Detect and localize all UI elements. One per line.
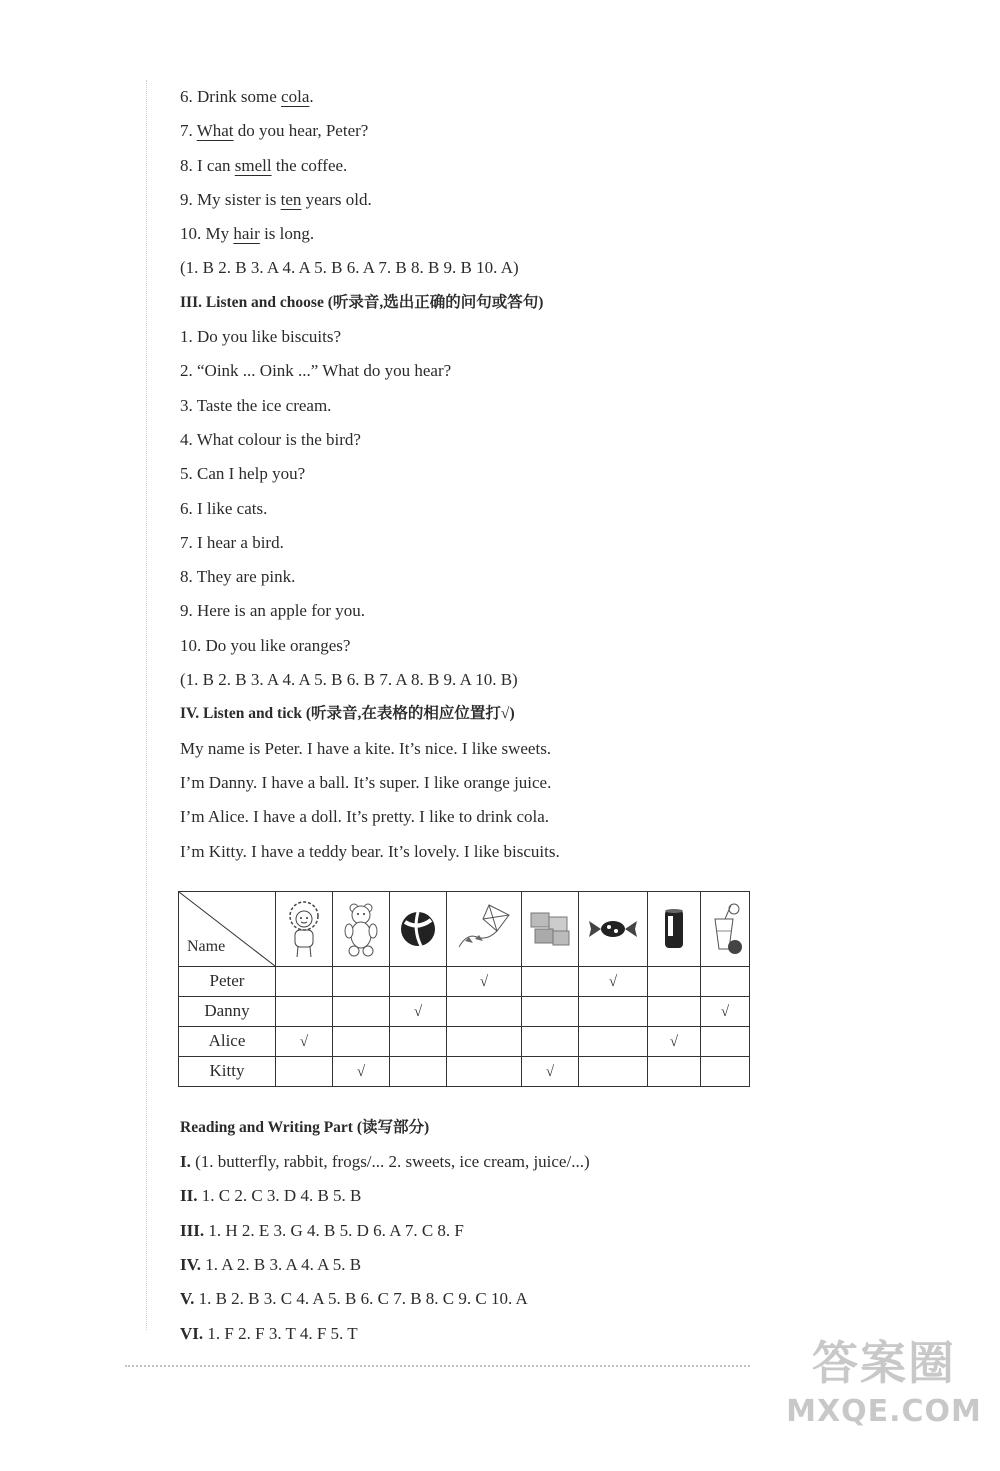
answer-line: [180, 1282, 780, 1316]
answer-key: (1. B 2. B 3. A 4. A 5. B 6. B 7. A 8. B 9. A 10. B): [180, 670, 518, 690]
list-item: [180, 114, 780, 148]
tick-cell: [522, 996, 579, 1026]
tick-cell: [447, 996, 522, 1026]
sweet-icon: [579, 891, 648, 966]
tick-cell: [447, 1056, 522, 1086]
list-item: 5. Can I help you?: [180, 464, 306, 484]
juice-icon: [701, 891, 750, 966]
underlined-word: ten: [280, 189, 302, 209]
tick-cell: [579, 1056, 648, 1086]
section-heading: Reading and Writing Part (读写部分): [180, 1118, 430, 1136]
tick-cell: [447, 966, 522, 996]
check-mark: √: [608, 974, 618, 991]
table-row: [179, 1026, 750, 1056]
tick-cell: [701, 1056, 750, 1086]
name-header-cell: [179, 891, 276, 966]
section-listen-and-tick: [180, 697, 780, 868]
list-item: 3. Taste the ice cream.: [180, 395, 332, 415]
list-item: 7. I hear a bird.: [180, 532, 284, 552]
table-header-row: [179, 891, 750, 966]
tick-table: [178, 891, 750, 1087]
tick-cell: [522, 1056, 579, 1086]
item-text: do you hear, Peter?: [233, 121, 369, 141]
item-text: 7.: [180, 121, 197, 141]
check-mark: √: [299, 1034, 309, 1051]
table-row: [179, 996, 750, 1026]
watermark-text-bottom: MXQE.COM: [786, 1394, 982, 1429]
transcript-line: I’m Danny. I have a ball. It’s super. I like orange juice.: [180, 772, 552, 792]
tick-cell: [579, 966, 648, 996]
list-item: 1. Do you like biscuits?: [180, 327, 342, 347]
item-text: is long.: [259, 224, 315, 244]
tick-cell: [333, 966, 390, 996]
list-item: 6. I like cats.: [180, 498, 268, 518]
tick-cell: [648, 1026, 701, 1056]
listening-part2-list: [180, 80, 780, 286]
answer-page: [180, 80, 780, 1351]
list-item: [180, 183, 780, 217]
footer-divider: [125, 1365, 750, 1367]
doll-icon: [276, 891, 333, 966]
tick-cell: [276, 966, 333, 996]
tick-cell: [276, 1026, 333, 1056]
tick-cell: [333, 1056, 390, 1086]
answer-key: (1. B 2. B 3. A 4. A 5. B 6. A 7. B 8. B 9. B 10. A): [180, 258, 519, 278]
tick-cell: [333, 996, 390, 1026]
answer-line: [180, 1317, 780, 1351]
tick-cell: [390, 1026, 447, 1056]
watermark-logo: [784, 1333, 984, 1463]
item-text: 10. My: [180, 224, 234, 244]
answer-number: II.: [180, 1186, 198, 1206]
tick-cell: [447, 1026, 522, 1056]
answer-number: III.: [180, 1220, 205, 1240]
list-item: 2. “Oink ... Oink ...” What do you hear?: [180, 361, 452, 381]
transcript-line: I’m Kitty. I have a teddy bear. It’s lovely. I like biscuits.: [180, 841, 560, 861]
tick-cell: [522, 966, 579, 996]
tick-cell: [701, 1026, 750, 1056]
section-heading: III. Listen and choose (听录音,选出正确的问句或答句): [180, 293, 544, 311]
answer-line: [180, 1248, 780, 1282]
underlined-word: cola: [281, 87, 310, 106]
item-text: 9. My sister is: [180, 189, 281, 209]
answer-text: 1. H 2. E 3. G 4. B 5. D 6. A 7. C 8. F: [204, 1220, 464, 1240]
tick-cell: [390, 966, 447, 996]
item-text: 8. I can: [180, 155, 235, 175]
teddy-bear-icon: [333, 891, 390, 966]
underlined-word: What: [196, 121, 234, 141]
list-item: [180, 149, 780, 183]
list-item: 10. Do you like oranges?: [180, 635, 351, 655]
answer-line: [180, 1179, 780, 1213]
answer-text: 1. A 2. B 3. A 4. A 5. B: [200, 1255, 362, 1275]
table-row: [179, 1056, 750, 1086]
table-row: [179, 966, 750, 996]
item-text: the coffee.: [271, 155, 348, 175]
watermark-text-top: 答案圈: [812, 1336, 956, 1390]
list-item: 9. Here is an apple for you.: [180, 601, 366, 621]
answer-number: I.: [180, 1152, 191, 1172]
underlined-word: hair: [233, 224, 260, 244]
section-reading-writing: [180, 1111, 780, 1351]
answer-line: [180, 1145, 780, 1179]
ball-icon: [390, 891, 447, 966]
row-name: Danny: [179, 996, 276, 1026]
answer-number: VI.: [180, 1323, 204, 1343]
check-mark: √: [720, 1004, 730, 1021]
tick-cell: [276, 1056, 333, 1086]
tick-cell: [579, 1026, 648, 1056]
list-item: [180, 80, 780, 114]
section-listen-and-choose: [180, 286, 780, 698]
check-mark: √: [479, 974, 489, 991]
answer-number: IV.: [180, 1255, 201, 1275]
item-text: 6. Drink some: [180, 87, 282, 106]
list-item: [180, 217, 780, 251]
underlined-word: smell: [234, 155, 272, 175]
row-name: Kitty: [179, 1056, 276, 1086]
list-item: 8. They are pink.: [180, 567, 296, 587]
answer-line: [180, 1214, 780, 1248]
tick-cell: [648, 1056, 701, 1086]
kite-icon: [447, 891, 522, 966]
section-heading: IV. Listen and tick (听录音,在表格的相应位置打√): [180, 705, 515, 723]
answer-text: 1. F 2. F 3. T 4. F 5. T: [203, 1323, 358, 1343]
row-name: Alice: [179, 1026, 276, 1056]
answer-number: V.: [180, 1289, 195, 1309]
answer-text: 1. B 2. B 3. C 4. A 5. B 6. C 7. B 8. C 9. C 10. A: [194, 1289, 528, 1309]
answer-text: (1. butterfly, rabbit, frogs/... 2. sweets, ice cream, juice/...): [190, 1152, 590, 1172]
tick-cell: [648, 966, 701, 996]
check-mark: √: [669, 1034, 679, 1051]
margin-guide-line: [146, 80, 147, 1330]
tick-cell: [522, 1026, 579, 1056]
tick-cell: [701, 996, 750, 1026]
biscuits-icon: [522, 891, 579, 966]
transcript-line: I’m Alice. I have a doll. It’s pretty. I like to drink cola.: [180, 807, 550, 827]
tick-cell: [579, 996, 648, 1026]
item-text: years old.: [301, 189, 372, 209]
list-item: 4. What colour is the bird?: [180, 429, 361, 449]
tick-cell: [333, 1026, 390, 1056]
item-text: .: [309, 87, 314, 106]
check-mark: √: [356, 1064, 366, 1081]
tick-cell: [390, 996, 447, 1026]
tick-cell: [701, 966, 750, 996]
check-mark: √: [545, 1064, 555, 1081]
tick-cell: [648, 996, 701, 1026]
row-name: Peter: [179, 966, 276, 996]
tick-cell: [390, 1056, 447, 1086]
name-header-label: Name: [187, 937, 226, 955]
answer-text: 1. C 2. C 3. D 4. B 5. B: [197, 1186, 362, 1206]
check-mark: √: [413, 1004, 423, 1021]
cola-can-icon: [648, 891, 701, 966]
tick-cell: [276, 996, 333, 1026]
transcript-line: My name is Peter. I have a kite. It’s nice. I like sweets.: [180, 738, 552, 758]
